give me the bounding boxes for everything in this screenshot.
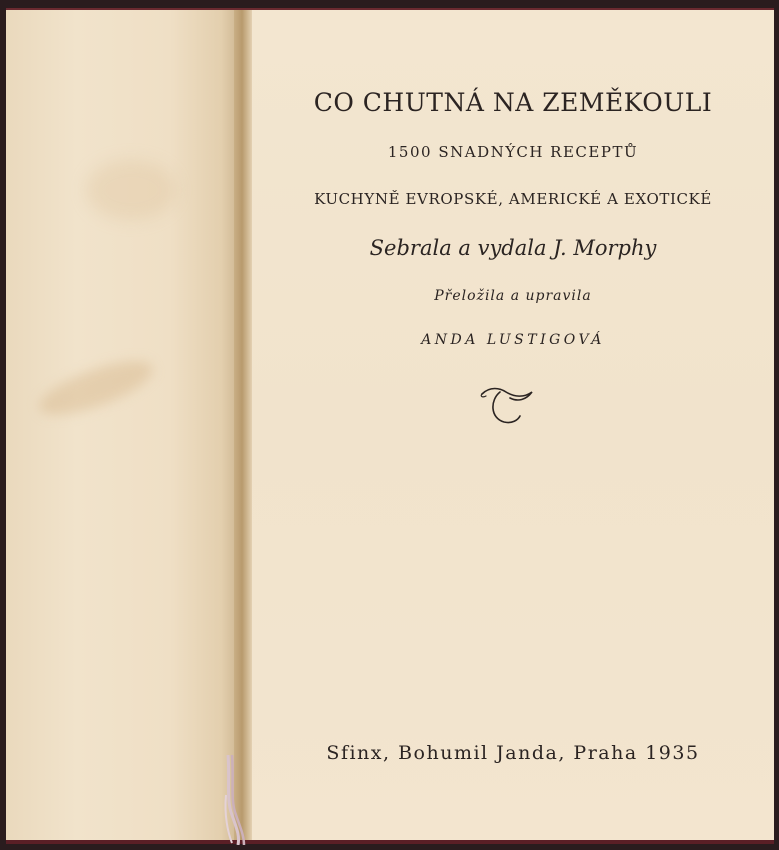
book-subtitle: 1500 SNADNÝCH RECEPTŮ bbox=[387, 143, 639, 161]
title-block bbox=[252, 10, 774, 840]
flourish-icon bbox=[478, 380, 538, 430]
cuisine-line: KUCHYNĚ EVROPSKÉ, AMERICKÉ A EXOTICKÉ bbox=[314, 190, 712, 208]
compiler-credit: Sebrala a vydala J. Morphy bbox=[369, 236, 657, 260]
left-endpaper bbox=[6, 10, 240, 840]
book-gutter bbox=[234, 10, 254, 840]
translated-label: Přeložila a upravila bbox=[434, 288, 592, 304]
book-title: CO CHUTNÁ NA ZEMĚKOULI bbox=[313, 88, 713, 117]
translator-name: ANDA LUSTIGOVÁ bbox=[421, 332, 605, 348]
publisher-imprint: Sfinx, Bohumil Janda, Praha 1935 bbox=[326, 742, 700, 764]
paper-stain bbox=[86, 160, 176, 220]
paper-stain bbox=[33, 351, 158, 426]
bookmark-ribbon bbox=[218, 755, 254, 845]
book-spread bbox=[6, 8, 774, 844]
